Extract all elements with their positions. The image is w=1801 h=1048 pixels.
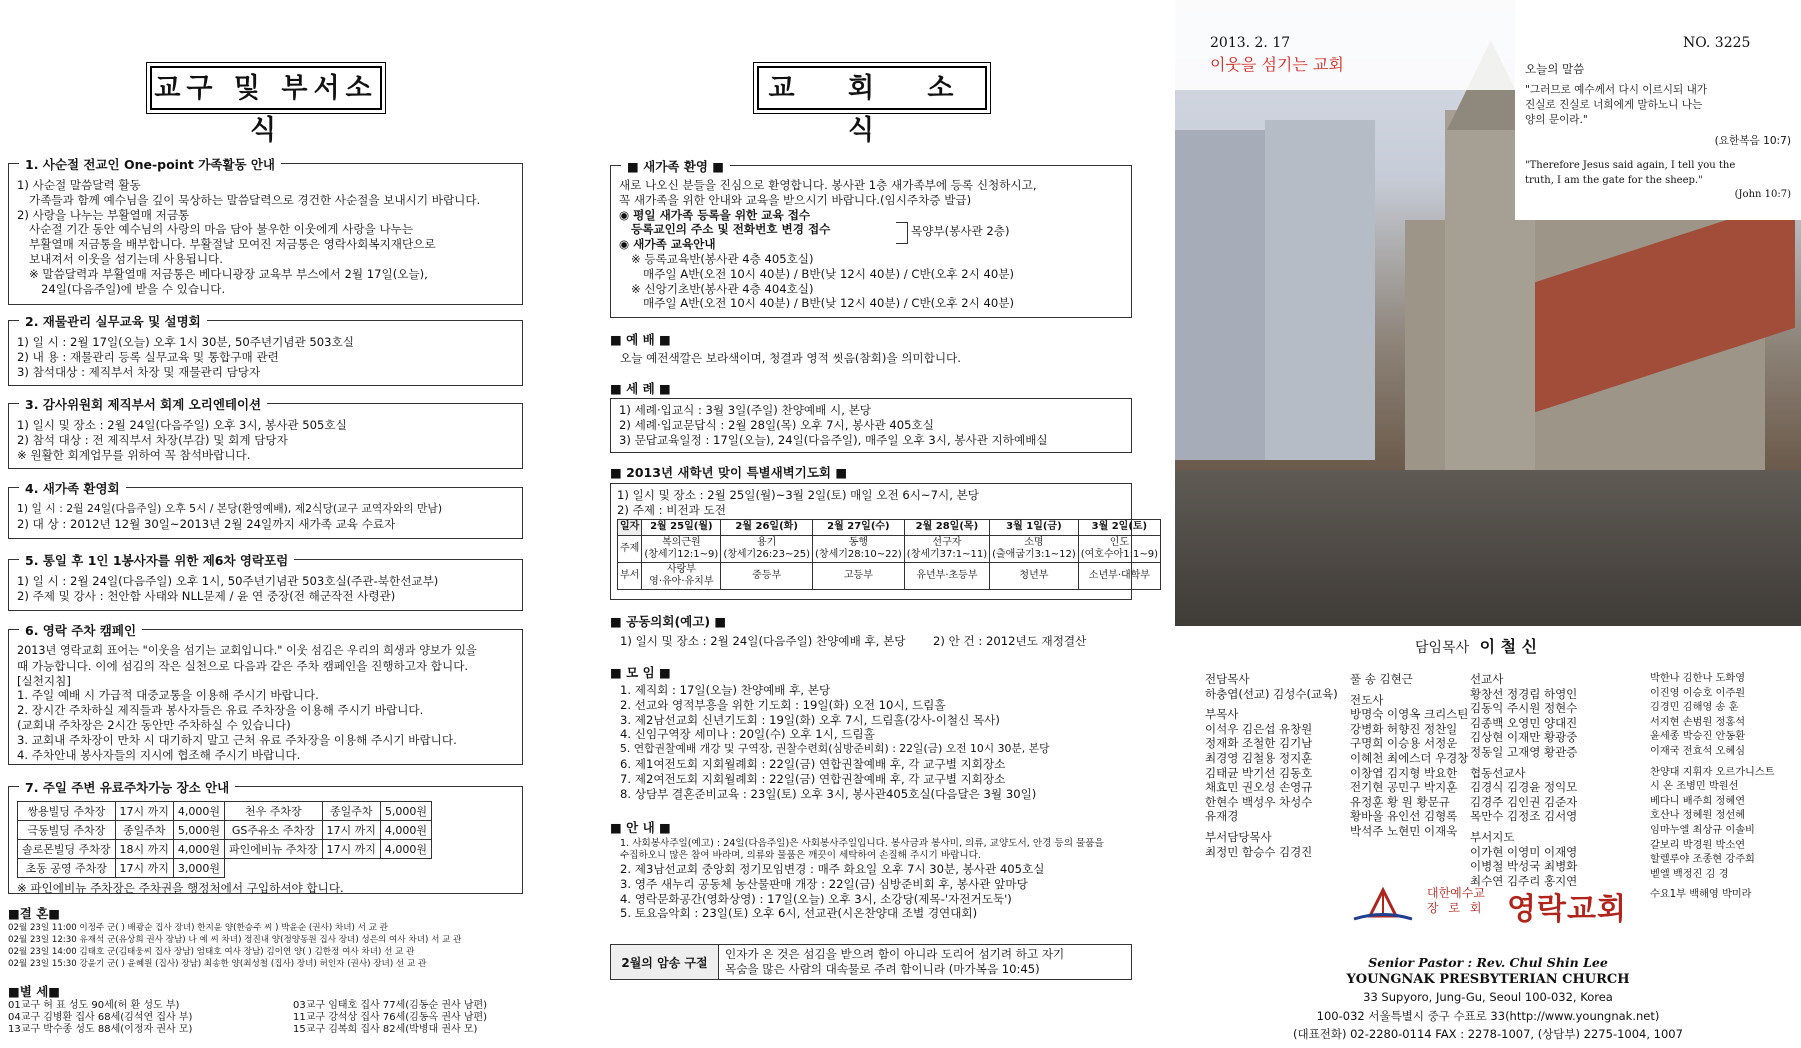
table-cell: 4,000원: [380, 840, 431, 859]
list-item: 방명숙 이영옥 크리스틴: [1350, 707, 1469, 722]
table-cell: 중등부: [721, 562, 813, 589]
table-cell: [322, 859, 380, 878]
table-cell: 17시 까지: [322, 821, 380, 840]
section-asset-training: 2. 재물관리 실무교육 및 설명회 1) 일 시 : 2월 17일(오늘) 오후 1시 30분, 50주년기념관 503호실 2) 내 용 : 재물관리 등록 실무교육 및 통합구매 관련 3) 참석대상 : 제직부서 차장 및 재물관리 담당자: [8, 320, 523, 386]
dawn-prayer-heading: ■ 2013년 새학년 맞이 특별새벽기도회 ■: [610, 465, 848, 480]
list-item: 채효민 권오성 손영규: [1205, 780, 1313, 795]
list-item: 할렐루야 조종현 강주희: [1650, 854, 1755, 866]
list-item: 김태균 박기선 김동호: [1205, 765, 1313, 780]
list-item: 최경영 김철용 정지훈: [1205, 750, 1313, 765]
table-cell: 2월 26일(화): [721, 519, 813, 535]
list-item: 베다니 배주희 정혜연: [1650, 795, 1746, 807]
table-cell: 종일주차: [115, 821, 173, 840]
gathering-heading: ■ 모 임 ■: [610, 665, 671, 680]
list-item: 전기현 공민구 박지훈: [1350, 780, 1458, 795]
logo-church-name: 영락교회: [1507, 892, 1627, 927]
district-news-column: [8, 0, 523, 1048]
table-cell: 부서: [618, 562, 642, 589]
table-cell: 인도 (여호수아1:1~9): [1078, 535, 1160, 562]
table-cell: 4,000원: [173, 802, 224, 821]
table-cell: [225, 859, 323, 878]
list-item: 김종백 오영민 양대진: [1470, 715, 1578, 730]
list-item: 서지현 손범원 정홍석: [1650, 716, 1746, 728]
list-item: 수요1부 백해영 박미라: [1650, 889, 1752, 901]
table-cell: 소명 (출애굽기3:1~12): [990, 535, 1079, 562]
table-cell: 주제: [618, 535, 642, 562]
address-korean: 100-032 서울특별시 중구 수표로 33(http://www.youngnak.net): [1316, 1009, 1660, 1023]
list-item: 황창선 정경림 하영인: [1470, 686, 1578, 701]
baptism-heading: ■ 세 례 ■: [610, 381, 671, 396]
table-cell: 17시 까지: [322, 840, 380, 859]
logo-denomination: 대한예수교 장 로 회: [1427, 886, 1485, 915]
table-cell: 17시 까지: [115, 802, 173, 821]
parking-table: [17, 801, 432, 878]
list-item: 최수연 김주리 홍지연: [1470, 873, 1578, 888]
notice-heading: ■ 안 내 ■: [610, 820, 671, 835]
table-cell: [380, 859, 431, 878]
list-item: 이재국 전효석 오혜심: [1650, 745, 1746, 757]
list-item: 박석주 노현민 이재욱: [1350, 823, 1458, 838]
list-item: 박한나 김한나 도화영: [1650, 673, 1746, 684]
list-item: 풀 송 김현근: [1350, 672, 1413, 686]
table-cell: 고등부: [813, 562, 905, 589]
table-cell: 3월 2일(토): [1078, 519, 1160, 535]
list-item: 최정민 함승수 김경진: [1205, 844, 1313, 859]
today-verse-title: 오늘의 말씀: [1525, 62, 1585, 76]
list-item: 김경주 김인권 김준자: [1470, 794, 1578, 809]
table-cell: 5,000원: [380, 802, 431, 821]
table-cell: 2월 28일(목): [904, 519, 989, 535]
list-item: 황바울 유인선 김형록: [1350, 809, 1458, 824]
funeral-list-a: 01교구 허 표 성도 90세(허 환 성도 부) 04교구 김병환 집사 68세(김석연 집사 부) 13교구 박수종 성도 88세(이정자 권사 모): [8, 1000, 193, 1035]
district-news-title: 교구 및 부서소식: [150, 66, 382, 110]
list-item: 유정훈 황 원 황문규: [1350, 794, 1450, 809]
list-item: 호산나 정혜원 정선혜: [1650, 810, 1746, 822]
table-cell: 극동빌딩 주차장: [18, 821, 116, 840]
section-youngnak-forum: 5. 통일 후 1인 1봉사자를 위한 제6차 영락포럼 1) 일 시 : 2월 24일(다음주일) 오후 1시, 50주년기념관 503호실(주관-북한선교부) 2) 주제 및 강사 : 천안함 사태와 NLL문제 / 윤 연 중장(전 해군작전 사령관): [8, 559, 523, 611]
pastor-english: Senior Pastor : Rev. Chul Shin Lee: [1368, 955, 1608, 970]
list-item: 부서지도: [1470, 829, 1515, 844]
list-item: 찬양대 지휘자 오르가니스트: [1650, 766, 1775, 778]
list-item: 갈보리 박경원 박소연: [1650, 839, 1746, 851]
table-cell: 2월 25일(월): [642, 519, 721, 535]
list-item: 하충엽(선교) 김성수(교육): [1205, 686, 1338, 701]
table-cell: 복의근원 (창세기12:1~9): [642, 535, 721, 562]
table-cell: 유년부·초등부: [904, 562, 989, 589]
staff-column: [1650, 672, 1775, 903]
table-cell: GS주유소 주차장: [225, 821, 323, 840]
assembly-heading: ■ 공동의회(예고) ■: [610, 614, 727, 629]
wedding-heading: ■결 혼■: [8, 906, 61, 921]
list-item: 이병철 박성국 최병화: [1470, 859, 1578, 874]
worship-heading: ■ 예 배 ■: [610, 332, 671, 347]
list-item: 김상현 이재만 황광중: [1470, 730, 1578, 745]
table-cell: 5,000원: [173, 821, 224, 840]
list-item: 한현수 백성우 차성수: [1205, 794, 1313, 809]
list-item: 부서담당목사: [1205, 829, 1272, 844]
section-new-family: ■ 새가족 환영 ■ 새로 나오신 분들을 진심으로 환영합니다. 봉사관 1층 새가족부에 등록 신청하시고, 꼭 새가족을 위한 안내와 교육을 받으시기 바랍니다.(임시주차증 발급) ◉ 평일 새가족 등록을 위한 교육 접수 등록교인의 주소 및 전화번호 변경 접수 목양부(봉사관 2층) ◉ 새가족 교육안내 ※ 등록교육반(봉사관 4층 405호실) 매주일 A반(오전 10시 40분) / B반(낮 12시 40분) / C반(오후 2시 40분) ※ 신앙기초반(봉사관 4층 404호실) 매주일 A반(오전 10시 40분) / B반(낮 12시 40분) / C반(오후 2시 40분): [610, 165, 1132, 318]
table-row: [618, 535, 1161, 562]
table-cell: 사랑부 영·유아·유치부: [642, 562, 721, 589]
wedding-list: [8, 922, 461, 970]
list-item: 02월 23일 12:30 유재석 군(유상희 권사 장남) 나 예 씨 차녀) 정진내 양(정양동원 집사 장녀) 성은의 여사 차녀) 서 교 관: [8, 935, 462, 945]
address-english: 33 Supyoro, Jung-Gu, Seoul 100-032, Korea: [1363, 990, 1613, 1004]
list-item: 구명희 이승용 서정운: [1350, 736, 1458, 751]
list-item: 전담목사: [1205, 672, 1250, 686]
list-item: 윤세종 박승진 안동환: [1650, 731, 1746, 743]
list-item: 벧엘 백정진 김 경: [1650, 868, 1729, 880]
table-cell: 18시 까지: [115, 840, 173, 859]
table-row: [18, 859, 432, 878]
table-row: [618, 562, 1161, 589]
dawn-prayer-box: 1) 일시 및 장소 : 2월 25일(월)~3월 2일(토) 매일 오전 6시~7시, 본당 2) 주제 : 비전과 도전 일자 2월 25일(월) 2월 26일(화) 2월 27일(수) 2월 28일(목) 3월 1일(금) 3월 2일(토) 주제 복의근원 (창세기12:1~9) 용기 (창세기26:23~25) 동행 (창세기28:10~22) 선구자 (창세기37:1~11) 소명 (출애굽기3:1~12) 인도 (여호수아1:1~9) 부서 사랑부 영·유아·유치부 중등부 고등부 유년부·초등부 청년부 소년부·대학부: [610, 483, 1132, 600]
worship-text: 오늘 예전색깔은 보라색이며, 청결과 영적 씻음(참회)을 의미합니다.: [620, 351, 961, 365]
church-photo: [1175, 0, 1801, 626]
section-lent-activity: [8, 157, 523, 305]
table-cell: 선구자 (창세기37:1~11): [904, 535, 989, 562]
list-item: 02월 23일 14:00 김태호 군(김태웅씨 집사 장남) 엄태호 여사 장남) 김이연 양( ) 김한정 여사 차녀) 선 교 관: [8, 947, 415, 957]
list-item: 이진영 이승호 이주원: [1650, 687, 1746, 699]
list-item: 전도사: [1350, 692, 1384, 707]
church-news-column: 교 회 소 식 ■ 새가족 환영 ■ 새로 나오신 분들을 진심으로 환영합니다. 봉사관 1층 새가족부에 등록 신청하시고, 꼭 새가족을 위한 안내와 교육을 받으시기 바랍니다.(임시주차증 발급) ◉ 평일 새가족 등록을 위한 교육 접수 등록교인의 주소 및 전화번호 변경 접수 목양부(봉사관 2층) ◉ 새가족 교육안내 ※ 등록교육반(봉사관 4층 405호실) 매주일 A반(오전 10시 40분) / B반(낮 12시 40분) / C반(오후 2시 40분) ※ 신앙기초반(봉사관 4층 404호실) 매주일 A반(오전 10시 40분) / B반(낮 12시 40분) / C반(오후 2시 40분) ■ 예 배 ■ 오늘 예전색깔은 보라색이며, 청결과 영적 씻음(참회)을 의미합니다. ■ 세 례 ■ 1) 세례·입교식 : 3월 3일(주일) 찬양예배 시, 본당 2) 세례·입교문답식 : 2월 28일(목) 오후 7시, 봉사관 405호실 3) 문답교육일정 : 17일(오늘), 24일(다음주일), 매주일 오후 3시, 봉사관 지하예배실 ■ 2013년 새학년 맞이 특별새벽기도회 ■ 1) 일시 및 장소 : 2월 25일(월)~3월 2일(토) 매일 오전 6시~7시, 본당 2) 주제 : 비전과 도전 일자 2월 25일(월) 2월 26일(화) 2월 27일(수) 2월 28일(목) 3월 1일(금) 3월 2일(토) 주제 복의근원 (창세기12:1~9) 용기 (창세기26:23~25) 동행 (창세기28:10~22) 선구자 (창세기37:1~11) 소명 (출애굽기3:1~12) 인도 (여호수아1:1~9) 부서 사랑부 영·유아·유치부 중등부 고등부 유년부·초등부 청년부 소년부·대학부 ■ 공동의회(예고) ■ 1) 일시 및 장소 : 2월 24일(다음주일) 찬양예배 후, 본당 2) 안 건 : 2012년도 재정결산 ■ 모 임 ■ 1. 제직회 : 17일(오늘) 찬양예배 후, 본당 2. 선교와 영적부흥을 위한 기도회 : 19일(화) 오전 10시, 드림홀 3. 제2남선교회 신년기도회 : 19일(화) 오후 7시, 드림홀(강사-이철신 목사) 4. 신임구역장 세미나 : 20일(수) 오후 1시, 드림홀 5. 연합권찰예배 개강 및 구역장, 권찰수련회(심방준비회) : 22일(금) 오전 10시 30분, 본당 6. 제1여전도회 지회월례회 : 22일(금) 연합권찰예배 후, 각 교구별 지회장소 7. 제2여전도회 지회월례회 : 22일(금) 연합권찰예배 후, 각 교구별 지회장소 8. 상담부 결혼준비교육 : 23일(토) 오후 3시, 봉사관405호실(다음달은 3월 30일) ■ 안 내 ■ 1. 사회봉사주일(예고) : 24일(다음주일)은 사회봉사주일입니다. 봉사금과 봉사미, 의류, 교양도서, 안경 등의 물품을 수집하오니 많은 참여 바라며, 의류와 물품은 깨끗이 세탁하여 손질해 주시기 바랍니다. 2. 제3남선교회 중앙회 정기모임변경 : 매주 화요일 오후 7시 30분, 봉사관 405호실 3. 영주 새누리 공동체 농산물판매 개장 : 22일(금) 심방준비회 후, 봉사관 앞마당 4. 영락문화공간(영화상영) : 17일(오늘) 오후 3시, 소강당(제목-'자전거도둑') 5. 토요음악회 : 23일(토) 오후 6시, 선교관(시온찬양대 조별 경연대회) 2월의 암송 구절 인자가 온 것은 섬김을 받으려 함이 아니라 도리어 섬기려 하고 자기 목숨을 많은 사람의 대속물로 주려 함이니라 (마가복음 10:45): [610, 0, 1135, 1048]
table-row: [18, 840, 432, 859]
list-item: 02월 23일 11:00 이정주 군( ) 배광순 집사 장녀) 한지윤 양(한승주 씨 ) 박윤순 (권사) 차녀) 서 교 관: [8, 923, 388, 933]
list-item: 목만수 김정조 김서영: [1470, 809, 1578, 824]
bracket: [896, 222, 908, 244]
table-cell: 3,000원: [173, 859, 224, 878]
table-cell: 초동 공영 주차장: [18, 859, 116, 878]
section-lines: 1) 사순절 말씀달력 활동 가족들과 함께 예수님을 깊이 묵상하는 말씀달력으로 경건한 사순절을 보내시기 바랍니다. 2) 사랑을 나누는 부활열매 저금통 사순절 기간 동안 예수님의 사랑의 마음 담아 불우한 이웃에게 사랑을 나누는 부활열매 저금통을 배부합니다. 부활절날 모여진 저금통은 영락사회복지재단으로 보내져서 이웃을 섬기는데 사용됩니다. ※ 말씀달력과 부활열매 저금통은 베다니광장 교육부 부스에서 2월 17일(오늘), 24일(다음주일)에 받을 수 있습니다.: [17, 178, 481, 296]
list-item: 유재경: [1205, 809, 1239, 824]
staff-column: [1470, 672, 1577, 888]
list-item: 시 온 조병민 박원선: [1650, 781, 1739, 793]
list-item: 이가현 이영미 이재영: [1470, 844, 1578, 859]
table-cell: 일자: [618, 519, 642, 535]
section-audit-orientation: 3. 감사위원회 제직부서 회계 오리엔테이션 1) 일시 및 장소 : 2월 24일(다음주일) 오후 3시, 봉사관 505호실 2) 참석 대상 : 전 제직부서 차장(부감) 및 회계 담당자 ※ 원활한 회계업무를 위하여 꼭 참석바랍니다.: [8, 403, 523, 469]
gathering-list: 1. 제직회 : 17일(오늘) 찬양예배 후, 본당 2. 선교와 영적부흥을 위한 기도회 : 19일(화) 오전 10시, 드림홀 3. 제2남선교회 신년기도회 : 19일(화) 오후 7시, 드림홀(강사-이철신 목사) 4. 신임구역장 세미나 : 20일(수) 오후 1시, 드림홀 5. 연합권찰예배 개강 및 구역장, 권찰수련회(심방준비회) : 22일(금) 오전 10시 30분, 본당 6. 제1여전도회 지회월례회 : 22일(금) 연합권찰예배 후, 각 교구별 지회장소 7. 제2여전도회 지회월례회 : 22일(금) 연합권찰예배 후, 각 교구별 지회장소 8. 상담부 결혼준비교육 : 23일(토) 오후 3시, 봉사관405호실(다음달은 3월 30일): [620, 683, 1050, 801]
table-cell: 용기 (창세기26:23~25): [721, 535, 813, 562]
baptism-box: 1) 세례·입교식 : 3월 3일(주일) 찬양예배 시, 본당 2) 세례·입교문답식 : 2월 28일(목) 오후 7시, 봉사관 405호실 3) 문답교육일정 : 17일(오늘), 24일(다음주일), 매주일 오후 3시, 봉사관 지하예배실: [610, 398, 1132, 453]
table-cell: 17시 까지: [115, 859, 173, 878]
funeral-list-b: 03교구 임태호 집사 77세(김동순 권사 남편) 11교구 강석상 집사 76세(김동옥 권사 남편) 15교구 김복희 집사 82세(박병대 권사 모): [293, 1000, 488, 1035]
table-cell: 쌍용빌딩 주차장: [18, 802, 116, 821]
list-item: 김경식 김경윤 정익모: [1470, 780, 1578, 795]
cover-column: [1175, 0, 1801, 1048]
staff-column: [1205, 672, 1338, 859]
table-cell: 종일주차: [322, 802, 380, 821]
funeral-heading: ■별 세■: [8, 984, 61, 999]
church-news-title: 교 회 소 식: [757, 66, 987, 110]
table-cell: 파인에비뉴 주차장: [225, 840, 323, 859]
table-cell: 4,000원: [380, 821, 431, 840]
table-cell: 동행 (창세기28:10~22): [813, 535, 905, 562]
table-cell: 3월 1일(금): [990, 519, 1079, 535]
list-item: 협동선교사: [1470, 765, 1526, 780]
staff-column: [1350, 672, 1468, 839]
slogan: 이웃을 섬기는 교회: [1210, 55, 1344, 74]
table-row: [18, 802, 432, 821]
dawn-prayer-table: [617, 519, 1161, 590]
table-cell: 소년부·대학부: [1078, 562, 1160, 589]
table-row: [18, 821, 432, 840]
list-item: 02월 23일 15:30 강윤기 군( ) 윤혜원 (집사) 장남) 최송한 양(최성철 (집사) 장녀) 허인자 (권사) 장녀) 선 교 관: [8, 959, 427, 969]
table-cell: 2월 27일(수): [813, 519, 905, 535]
list-item: 정동일 고재영 황관증: [1470, 744, 1578, 759]
phone-numbers: (대표전화) 02-2280-0114 FAX : 2278-1007, (상담부) 2275-1004, 1007: [1293, 1027, 1683, 1041]
bulletin-date: 2013. 2. 17: [1210, 35, 1291, 51]
list-item: 임마누엘 최상규 이솔비: [1650, 824, 1755, 836]
memory-verse-label: 2월의 암송 구절: [611, 945, 719, 979]
memory-verse-box: 2월의 암송 구절 인자가 온 것은 섬김을 받으려 함이 아니라 도리어 섬기려 하고 자기 목숨을 많은 사람의 대속물로 주려 함이니라 (마가복음 10:45): [610, 944, 1132, 980]
church-english: YOUNGNAK PRESBYTERIAN CHURCH: [1346, 972, 1630, 987]
list-item: 이석우 김은섭 유창원: [1205, 721, 1313, 736]
notice-list: 1. 사회봉사주일(예고) : 24일(다음주일)은 사회봉사주일입니다. 봉사금과 봉사미, 의류, 교양도서, 안경 등의 물품을 수집하오니 많은 참여 바라며, 의류와 물품은 깨끗이 세탁하여 손질해 주시기 바랍니다. 2. 제3남선교회 중앙회 정기모임변경 : 매주 화요일 오후 7시 30분, 봉사관 405호실 3. 영주 새누리 공동체 농산물판매 개장 : 22일(금) 심방준비회 후, 봉사관 앞마당 4. 영락문화공간(영화상영) : 17일(오늘) 오후 3시, 소강당(제목-'자전거도둑') 5. 토요음악회 : 23일(토) 오후 6시, 선교관(시온찬양대 조별 경연대회): [620, 838, 1104, 921]
list-item: 이혜천 최에스더 우경창: [1350, 750, 1469, 765]
church-logo-icon: [1350, 886, 1416, 922]
table-cell: 천우 주차장: [225, 802, 323, 821]
list-item: 김동익 주시원 정현수: [1470, 701, 1578, 716]
list-item: 정재화 조철한 김기남: [1205, 736, 1313, 751]
section-parking-campaign: 6. 영락 주차 캠페인 2013년 영락교회 표어는 "이웃을 섬기는 교회입니다." 이웃 섬김은 우리의 희생과 양보가 있을 때 가능합니다. 이에 섬김의 작은 실천으로 다음과 같은 주차 캠페인을 진행하고자 합니다. [실천지침] 1. 주일 예배 시 가급적 대중교통을 이용해 주시기 바랍니다. 2. 장시간 주차하실 제직들과 봉사자들은 유료 주차장을 이용해 주시기 바랍니다. (교회내 주차장은 2시간 동안만 주차하실 수 있습니다) 3. 교회내 주차장이 만차 시 대기하지 말고 근처 유료 주차장을 이용해 주시기 바랍니다. 4. 주차안내 봉사자들의 지시에 협조해 주시기 바랍니다.: [8, 629, 523, 765]
table-row: [618, 519, 1161, 535]
today-verse: 오늘의 말씀 "그러므로 예수께서 다시 이르시되 내가 진실로 진실로 너희에게 말하노니 나는 양의 문이라." (요한복음 10:7) "Therefore Jesus said again, I tell you the truth, I am the gate for the sheep." (John 10:7): [1515, 55, 1801, 220]
list-item: 선교사: [1470, 672, 1504, 686]
list-item: 김경민 김해영 송 훈: [1650, 702, 1739, 714]
senior-pastor: 담임목사 이 철 신: [1415, 637, 1538, 656]
list-item: 이창엽 김지형 박요한: [1350, 765, 1458, 780]
list-item: 부목사: [1205, 707, 1239, 722]
section-title: 1. 사순절 전교인 One-point 가족활동 안내: [19, 155, 281, 173]
bulletin-number: NO. 3225: [1683, 35, 1751, 51]
section-paid-parking: 7. 주일 주변 유료주차가능 장소 안내 쌍용빌딩 주차장 17시 까지 4,000원 천우 주차장 종일주차 5,000원 극동빌딩 주차장 종일주차 5,000원 GS주유소 주차장 17시 까지 4,000원 솔로몬빌딩 주차장 18시 까지 4,000원 파인에비뉴 주차장 17시 까지 4,000원 초동 공영 주차장 17시 까지 3,000원 ※ 파인에비뉴 주차장은 주차권을 행정처에서 구입하셔야 합니다.: [8, 786, 523, 894]
table-cell: 4,000원: [173, 840, 224, 859]
list-item: 강병화 허향진 정찬일: [1350, 721, 1458, 736]
table-cell: 솔로몬빌딩 주차장: [18, 840, 116, 859]
section-new-family-welcome: 4. 새가족 환영회 1) 일 시 : 2월 24일(다음주일) 오후 5시 / 본당(환영예배), 제2식당(교구 교역자와의 만남) 2) 대 상 : 2012년 12월 30일~2013년 2월 24일까지 새가족 교육 수료자: [8, 487, 523, 539]
table-cell: 청년부: [990, 562, 1079, 589]
